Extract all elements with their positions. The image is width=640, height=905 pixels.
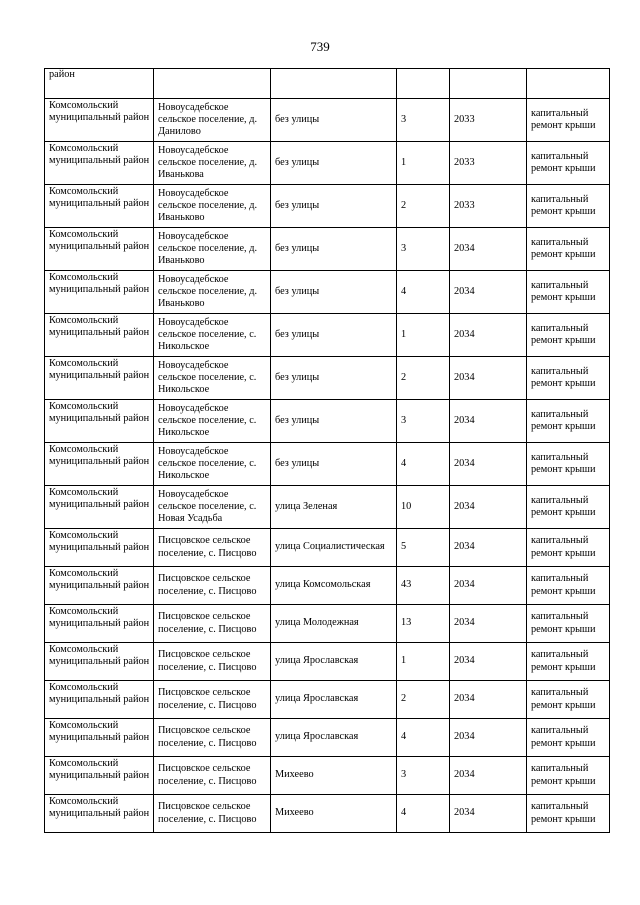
- house-cell: 4: [397, 271, 450, 314]
- settlement-cell: Новоусадебское сельское поселение, с. Никольское: [154, 400, 271, 443]
- street-cell: без улицы: [271, 142, 397, 185]
- housing-register-table: [44, 68, 610, 833]
- year-cell: 2034: [450, 643, 527, 681]
- settlement-cell: Новоусадебское сельское поселение, д. Данилово: [154, 99, 271, 142]
- district-cell: Комсомольский муниципальный район: [45, 643, 154, 681]
- year-cell: [450, 69, 527, 99]
- settlement-cell: Новоусадебское сельское поселение, д. Иваньково: [154, 185, 271, 228]
- settlement-cell: Писцовское сельское поселение, с. Писцово: [154, 567, 271, 605]
- settlement-cell: Новоусадебское сельское поселение, д. Иванькова: [154, 142, 271, 185]
- district-cell: Комсомольский муниципальный район: [45, 529, 154, 567]
- street-cell: [271, 69, 397, 99]
- table-row: [45, 719, 610, 757]
- house-cell: 1: [397, 643, 450, 681]
- street-cell: Михеево: [271, 757, 397, 795]
- district-cell: Комсомольский муниципальный район: [45, 271, 154, 314]
- street-cell: улица Зеленая: [271, 486, 397, 529]
- work-cell: капитальный ремонт крыши: [527, 357, 610, 400]
- year-cell: 2034: [450, 486, 527, 529]
- house-cell: 3: [397, 99, 450, 142]
- settlement-cell: [154, 69, 271, 99]
- year-cell: 2034: [450, 443, 527, 486]
- work-cell: капитальный ремонт крыши: [527, 757, 610, 795]
- work-cell: капитальный ремонт крыши: [527, 605, 610, 643]
- table-row: [45, 486, 610, 529]
- settlement-cell: Писцовское сельское поселение, с. Писцово: [154, 605, 271, 643]
- settlement-cell: Писцовское сельское поселение, с. Писцово: [154, 643, 271, 681]
- year-cell: 2034: [450, 795, 527, 833]
- work-cell: капитальный ремонт крыши: [527, 567, 610, 605]
- settlement-cell: Писцовское сельское поселение, с. Писцово: [154, 529, 271, 567]
- year-cell: 2033: [450, 99, 527, 142]
- year-cell: 2034: [450, 357, 527, 400]
- house-cell: 43: [397, 567, 450, 605]
- house-cell: [397, 69, 450, 99]
- table-row: [45, 271, 610, 314]
- house-cell: 1: [397, 314, 450, 357]
- work-cell: капитальный ремонт крыши: [527, 185, 610, 228]
- house-cell: 5: [397, 529, 450, 567]
- street-cell: улица Комсомольская: [271, 567, 397, 605]
- settlement-cell: Писцовское сельское поселение, с. Писцово: [154, 719, 271, 757]
- work-cell: капитальный ремонт крыши: [527, 99, 610, 142]
- street-cell: без улицы: [271, 314, 397, 357]
- table-row: [45, 567, 610, 605]
- settlement-cell: Писцовское сельское поселение, с. Писцово: [154, 757, 271, 795]
- settlement-cell: Новоусадебское сельское поселение, д. Иваньково: [154, 228, 271, 271]
- work-cell: капитальный ремонт крыши: [527, 443, 610, 486]
- district-cell: Комсомольский муниципальный район: [45, 228, 154, 271]
- work-cell: капитальный ремонт крыши: [527, 400, 610, 443]
- settlement-cell: Новоусадебское сельское поселение, с. Новая Усадьба: [154, 486, 271, 529]
- table-row: [45, 605, 610, 643]
- year-cell: 2034: [450, 400, 527, 443]
- house-cell: 10: [397, 486, 450, 529]
- house-cell: 1: [397, 142, 450, 185]
- year-cell: 2034: [450, 529, 527, 567]
- district-cell: Комсомольский муниципальный район: [45, 443, 154, 486]
- street-cell: улица Социалистическая: [271, 529, 397, 567]
- house-cell: 3: [397, 228, 450, 271]
- district-cell: Комсомольский муниципальный район: [45, 185, 154, 228]
- settlement-cell: Новоусадебское сельское поселение, с. Никольское: [154, 443, 271, 486]
- street-cell: улица Ярославская: [271, 643, 397, 681]
- district-cell: Комсомольский муниципальный район: [45, 357, 154, 400]
- house-cell: 2: [397, 357, 450, 400]
- street-cell: без улицы: [271, 99, 397, 142]
- table-row: [45, 142, 610, 185]
- street-cell: без улицы: [271, 271, 397, 314]
- street-cell: без улицы: [271, 400, 397, 443]
- house-cell: 13: [397, 605, 450, 643]
- year-cell: 2034: [450, 605, 527, 643]
- continuation-row: [45, 69, 610, 99]
- year-cell: 2034: [450, 719, 527, 757]
- work-cell: капитальный ремонт крыши: [527, 314, 610, 357]
- district-cell: Комсомольский муниципальный район: [45, 99, 154, 142]
- table-row: [45, 643, 610, 681]
- year-cell: 2033: [450, 142, 527, 185]
- year-cell: 2034: [450, 228, 527, 271]
- street-cell: Михеево: [271, 795, 397, 833]
- work-cell: капитальный ремонт крыши: [527, 681, 610, 719]
- year-cell: 2033: [450, 185, 527, 228]
- table-row: [45, 529, 610, 567]
- work-cell: капитальный ремонт крыши: [527, 529, 610, 567]
- table-row: [45, 185, 610, 228]
- house-cell: 2: [397, 681, 450, 719]
- house-cell: 2: [397, 185, 450, 228]
- district-cell: Комсомольский муниципальный район: [45, 719, 154, 757]
- settlement-cell: Новоусадебское сельское поселение, с. Никольское: [154, 314, 271, 357]
- work-cell: капитальный ремонт крыши: [527, 486, 610, 529]
- work-cell: капитальный ремонт крыши: [527, 228, 610, 271]
- street-cell: улица Ярославская: [271, 681, 397, 719]
- year-cell: 2034: [450, 681, 527, 719]
- table-row: [45, 99, 610, 142]
- table-row: [45, 443, 610, 486]
- year-cell: 2034: [450, 314, 527, 357]
- year-cell: 2034: [450, 271, 527, 314]
- table-row: [45, 357, 610, 400]
- district-cell: район: [45, 69, 154, 99]
- district-cell: Комсомольский муниципальный район: [45, 400, 154, 443]
- table-row: [45, 400, 610, 443]
- table-row: [45, 314, 610, 357]
- settlement-cell: Новоусадебское сельское поселение, с. Никольское: [154, 357, 271, 400]
- district-cell: Комсомольский муниципальный район: [45, 314, 154, 357]
- table-row: [45, 228, 610, 271]
- district-cell: Комсомольский муниципальный район: [45, 142, 154, 185]
- street-cell: без улицы: [271, 443, 397, 486]
- work-cell: капитальный ремонт крыши: [527, 271, 610, 314]
- house-cell: 4: [397, 795, 450, 833]
- district-cell: Комсомольский муниципальный район: [45, 567, 154, 605]
- house-cell: 3: [397, 757, 450, 795]
- district-cell: Комсомольский муниципальный район: [45, 605, 154, 643]
- year-cell: 2034: [450, 567, 527, 605]
- work-cell: [527, 69, 610, 99]
- settlement-cell: Новоусадебское сельское поселение, д. Иваньково: [154, 271, 271, 314]
- district-cell: Комсомольский муниципальный район: [45, 795, 154, 833]
- street-cell: улица Ярославская: [271, 719, 397, 757]
- work-cell: капитальный ремонт крыши: [527, 643, 610, 681]
- year-cell: 2034: [450, 757, 527, 795]
- street-cell: без улицы: [271, 228, 397, 271]
- street-cell: без улицы: [271, 357, 397, 400]
- street-cell: улица Молодежная: [271, 605, 397, 643]
- house-cell: 3: [397, 400, 450, 443]
- work-cell: капитальный ремонт крыши: [527, 795, 610, 833]
- district-cell: Комсомольский муниципальный район: [45, 757, 154, 795]
- street-cell: без улицы: [271, 185, 397, 228]
- settlement-cell: Писцовское сельское поселение, с. Писцово: [154, 795, 271, 833]
- table-row: [45, 757, 610, 795]
- district-cell: Комсомольский муниципальный район: [45, 486, 154, 529]
- house-cell: 4: [397, 719, 450, 757]
- table-row: [45, 795, 610, 833]
- table-row: [45, 681, 610, 719]
- work-cell: капитальный ремонт крыши: [527, 142, 610, 185]
- settlement-cell: Писцовское сельское поселение, с. Писцово: [154, 681, 271, 719]
- page-number: 739: [310, 39, 330, 54]
- work-cell: капитальный ремонт крыши: [527, 719, 610, 757]
- house-cell: 4: [397, 443, 450, 486]
- district-cell: Комсомольский муниципальный район: [45, 681, 154, 719]
